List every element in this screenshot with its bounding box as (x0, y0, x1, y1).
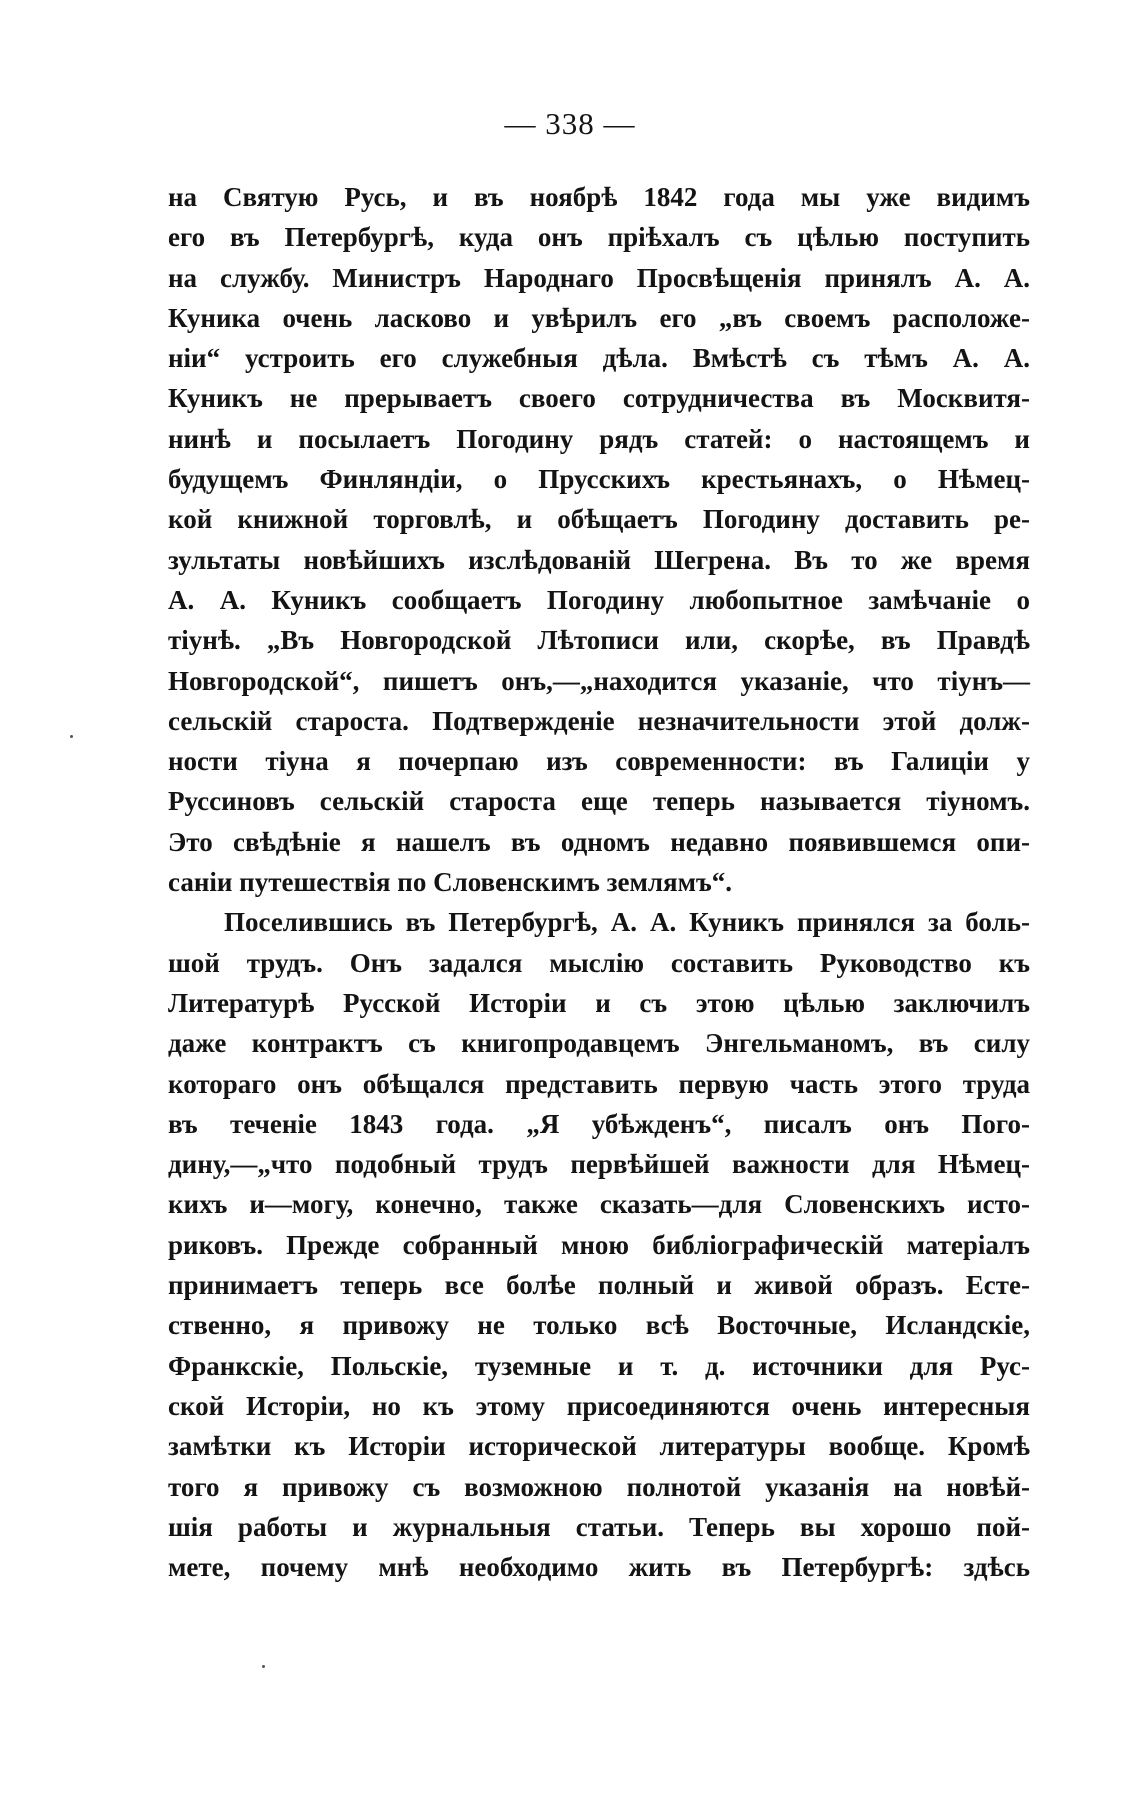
text-line: Это свѣдѣніе я нашелъ въ одномъ недавно появившемся опи- (168, 826, 1030, 857)
text-line: ской Исторіи, но къ этому присоединяются очень интересныя (168, 1390, 1030, 1421)
text-line: шія работы и журнальныя статьи. Теперь вы хорошо пой- (168, 1511, 1030, 1542)
text-line: ственно, я привожу не только всѣ Восточные, Исландскіе, (168, 1310, 1030, 1341)
body-text (168, 177, 1030, 1587)
text-line: саніи путешествія по Словенскимъ землямъ“. (168, 867, 733, 898)
text-line: ніи“ устроить его служебныя дѣла. Вмѣстѣ съ тѣмъ А. А. (168, 343, 1030, 374)
scan-speck (262, 1665, 265, 1668)
text-line: кихъ и—могу, конечно, также сказать—для Словенскихъ исто- (168, 1189, 1030, 1220)
text-line: зультаты новѣйшихъ изслѣдованій Шегрена. Въ то же время (168, 544, 1030, 575)
text-line: А. А. Куникъ сообщаетъ Погодину любопытное замѣчаніе о (168, 584, 1030, 615)
text-line: даже контрактъ съ книгопродавцемъ Энгельманомъ, въ силу (168, 1028, 1030, 1059)
text-line: мете, почему мнѣ необходимо жить въ Петербургѣ: здѣсь (168, 1552, 1030, 1583)
text-line: котораго онъ обѣщался представить первую часть этого труда (168, 1068, 1030, 1099)
text-line: Куникъ не прерываетъ своего сотрудничества въ Москвитя- (168, 383, 1030, 414)
text-line: шой трудъ. Онъ задался мыслію составить Руководство къ (168, 947, 1030, 978)
text-line: замѣтки къ Исторіи исторической литературы вообще. Кромѣ (168, 1431, 1030, 1462)
text-line: его въ Петербургѣ, куда онъ пріѣхалъ съ цѣлью поступить (168, 222, 1030, 253)
text-line: Франкскіе, Польскіе, туземные и т. д. источники для Рус- (168, 1350, 1030, 1381)
text-line: принимаетъ теперь все болѣе полный и живой образъ. Есте- (168, 1270, 1030, 1301)
text-line: кой книжной торговлѣ, и обѣщаетъ Погодину доставить ре- (168, 504, 1030, 535)
page-number: — 338 — (504, 106, 636, 141)
text-line: риковъ. Прежде собранный мною библіографическій матеріалъ (168, 1229, 1030, 1260)
scan-speck (70, 735, 73, 738)
text-line: будущемъ Финляндіи, о Прусскихъ крестьянахъ, о Нѣмец- (168, 464, 1030, 495)
text-line: ности тіуна я почерпаю изъ современности: въ Галиціи у (168, 746, 1030, 777)
text-line: Литературѣ Русской Исторіи и съ этою цѣлью заключилъ (168, 987, 1030, 1018)
text-line: Поселившись въ Петербургѣ, А. А. Куникъ принялся за боль- (224, 907, 1030, 938)
text-line: Куника очень ласково и увѣрилъ его „въ своемъ расположе- (168, 302, 1030, 333)
text-line: того я привожу съ возможною полнотой указанія на новѣй- (168, 1471, 1030, 1502)
text-line: на службу. Министръ Народнаго Просвѣщенія принялъ А. А. (168, 262, 1030, 293)
text-line: Руссиновъ сельскій староста еще теперь называется тіуномъ. (168, 786, 1030, 817)
text-line: дину,—„что подобный трудъ первѣйшей важности для Нѣмец- (168, 1149, 1030, 1180)
text-line: въ теченіе 1843 года. „Я убѣжденъ“, писалъ онъ Пого- (168, 1108, 1030, 1139)
text-line: тіунѣ. „Въ Новгородской Лѣтописи или, скорѣе, въ Правдѣ (168, 625, 1030, 656)
text-line: нинѣ и посылаетъ Погодину рядъ статей: о настоящемъ и (168, 423, 1030, 454)
text-line: на Святую Русь, и въ ноябрѣ 1842 года мы уже видимъ (168, 182, 1030, 212)
text-line: Новгородской“, пишетъ онъ,—„находится указаніе, что тіунъ— (168, 665, 1030, 696)
text-line: сельскій староста. Подтвержденіе незначительности этой долж- (168, 705, 1030, 736)
